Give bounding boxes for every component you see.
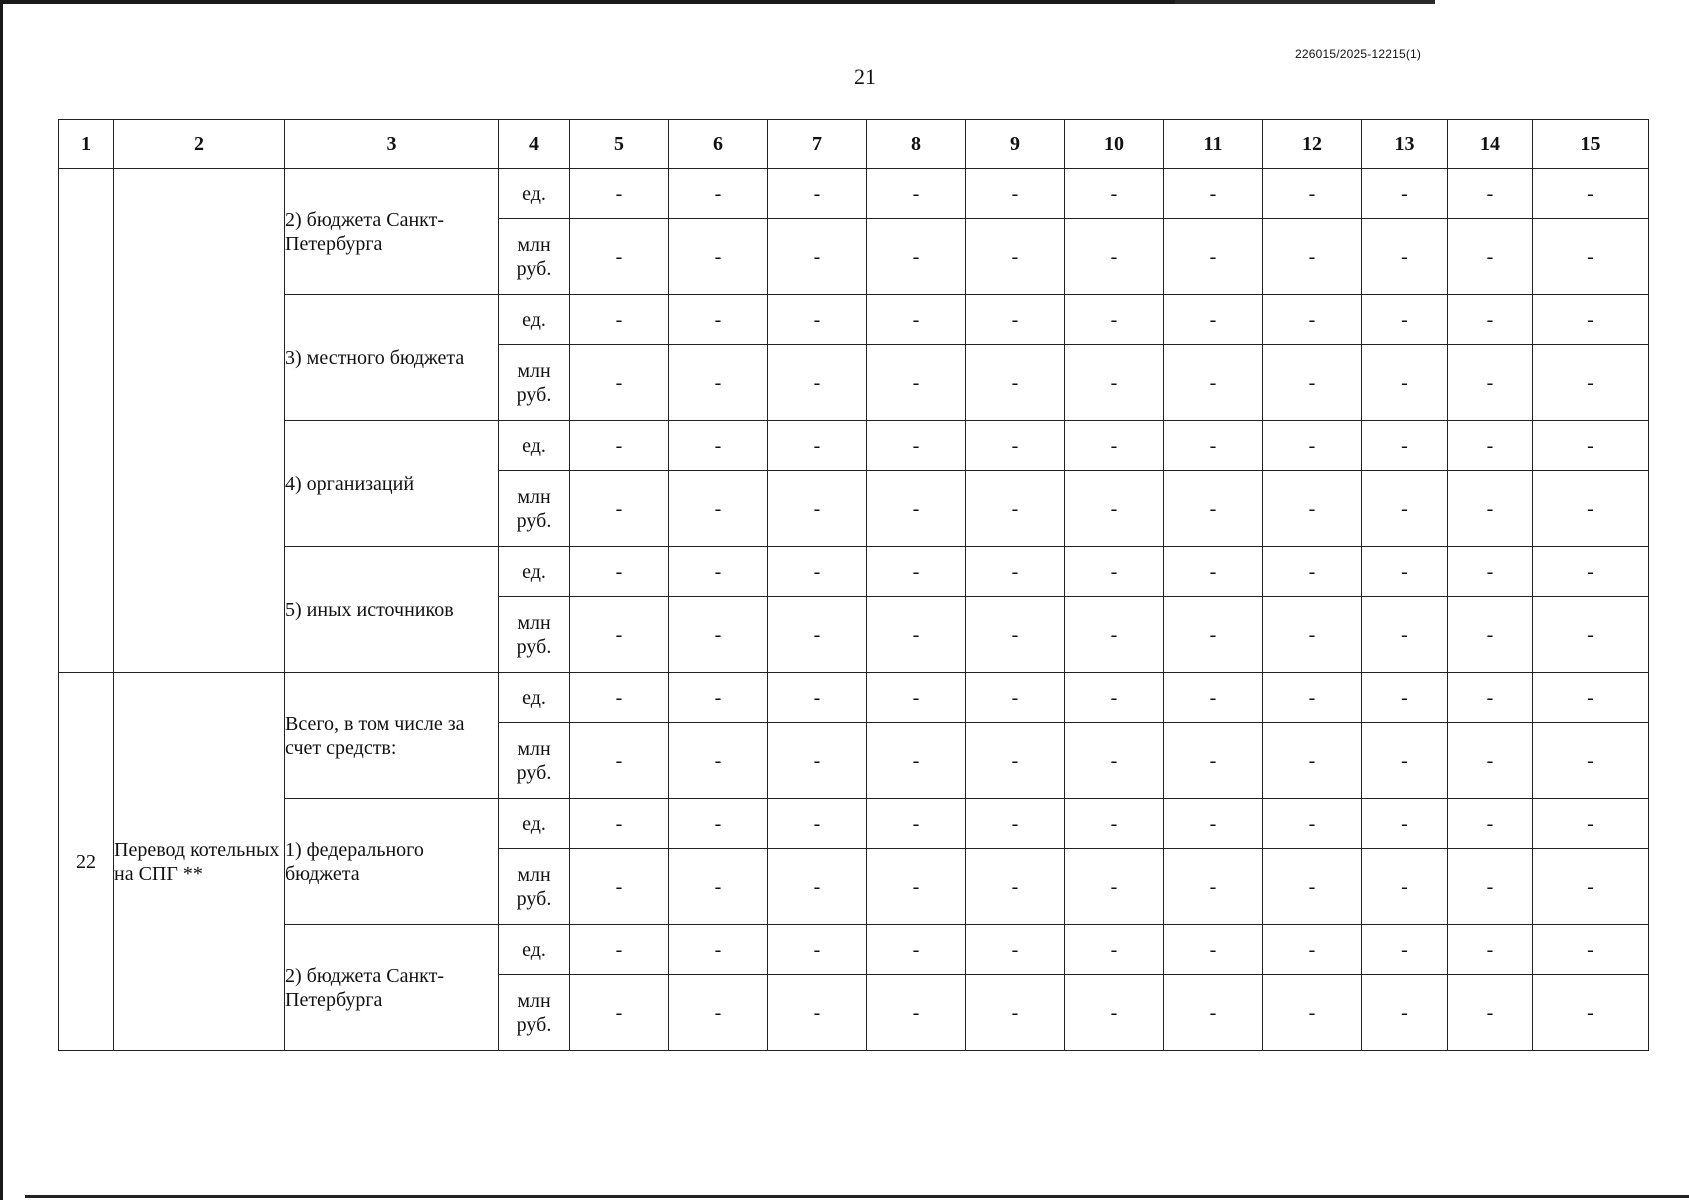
value-cell: - xyxy=(1448,723,1533,799)
value-cell: - xyxy=(1065,547,1164,597)
value-cell: - xyxy=(966,799,1065,849)
value-cell: - xyxy=(867,849,966,925)
value-cell: - xyxy=(570,975,669,1051)
value-cell: - xyxy=(1065,421,1164,471)
value-cell: - xyxy=(669,295,768,345)
value-cell: - xyxy=(966,975,1065,1051)
value-cell: - xyxy=(966,673,1065,723)
value-cell: - xyxy=(1362,219,1448,295)
value-cell: - xyxy=(768,219,867,295)
value-cell: - xyxy=(570,925,669,975)
value-cell: - xyxy=(1164,219,1263,295)
value-cell: - xyxy=(669,345,768,421)
unit-cell: ед. xyxy=(499,925,570,975)
column-header: 10 xyxy=(1065,120,1164,169)
value-cell: - xyxy=(1448,547,1533,597)
value-cell: - xyxy=(1164,925,1263,975)
value-cell: - xyxy=(1263,169,1362,219)
item-number-cell: 22 xyxy=(59,673,114,1051)
value-cell: - xyxy=(1164,673,1263,723)
table-row xyxy=(59,295,1649,345)
value-cell: - xyxy=(1164,295,1263,345)
funding-source-cell: 2) бюджета Санкт-Петербурга xyxy=(285,925,499,1051)
column-header: 11 xyxy=(1164,120,1263,169)
value-cell: - xyxy=(867,673,966,723)
unit-cell: ед. xyxy=(499,169,570,219)
value-cell: - xyxy=(1263,219,1362,295)
column-header: 3 xyxy=(285,120,499,169)
value-cell: - xyxy=(570,295,669,345)
value-cell: - xyxy=(570,219,669,295)
value-cell: - xyxy=(867,723,966,799)
column-header: 7 xyxy=(768,120,867,169)
unit-cell: ед. xyxy=(499,673,570,723)
value-cell: - xyxy=(570,471,669,547)
funding-source-cell: 4) организаций xyxy=(285,421,499,547)
column-header: 12 xyxy=(1263,120,1362,169)
value-cell: - xyxy=(1448,975,1533,1051)
value-cell: - xyxy=(1448,925,1533,975)
column-header: 9 xyxy=(966,120,1065,169)
column-header: 6 xyxy=(669,120,768,169)
value-cell: - xyxy=(966,849,1065,925)
value-cell: - xyxy=(669,723,768,799)
value-cell: - xyxy=(1448,597,1533,673)
value-cell: - xyxy=(867,219,966,295)
value-cell: - xyxy=(669,547,768,597)
value-cell: - xyxy=(669,975,768,1051)
value-cell: - xyxy=(1263,723,1362,799)
value-cell: - xyxy=(1533,799,1649,849)
item-name-cell xyxy=(114,169,285,673)
unit-cell: ед. xyxy=(499,421,570,471)
value-cell: - xyxy=(570,597,669,673)
value-cell: - xyxy=(768,345,867,421)
value-cell: - xyxy=(1533,975,1649,1051)
scan-border-left xyxy=(0,0,3,1200)
value-cell: - xyxy=(1362,169,1448,219)
value-cell: - xyxy=(1065,925,1164,975)
value-cell: - xyxy=(1533,421,1649,471)
value-cell: - xyxy=(1533,547,1649,597)
value-cell: - xyxy=(1065,975,1164,1051)
value-cell: - xyxy=(1362,925,1448,975)
funding-source-cell: Всего, в том числе за счет средств: xyxy=(285,673,499,799)
value-cell: - xyxy=(669,925,768,975)
value-cell: - xyxy=(1065,295,1164,345)
value-cell: - xyxy=(1533,597,1649,673)
column-header: 15 xyxy=(1533,120,1649,169)
value-cell: - xyxy=(570,345,669,421)
value-cell: - xyxy=(1263,799,1362,849)
value-cell: - xyxy=(1263,925,1362,975)
value-cell: - xyxy=(669,169,768,219)
page-number: 21 xyxy=(854,64,876,89)
value-cell: - xyxy=(1263,345,1362,421)
value-cell: - xyxy=(867,169,966,219)
value-cell: - xyxy=(1533,723,1649,799)
value-cell: - xyxy=(1533,345,1649,421)
value-cell: - xyxy=(1263,597,1362,673)
value-cell: - xyxy=(1362,849,1448,925)
value-cell: - xyxy=(867,345,966,421)
value-cell: - xyxy=(867,421,966,471)
value-cell: - xyxy=(1164,547,1263,597)
value-cell: - xyxy=(1448,849,1533,925)
value-cell: - xyxy=(768,673,867,723)
value-cell: - xyxy=(570,421,669,471)
value-cell: - xyxy=(1164,723,1263,799)
value-cell: - xyxy=(1362,799,1448,849)
value-cell: - xyxy=(1362,421,1448,471)
value-cell: - xyxy=(768,849,867,925)
value-cell: - xyxy=(867,547,966,597)
value-cell: - xyxy=(1448,673,1533,723)
value-cell: - xyxy=(867,925,966,975)
value-cell: - xyxy=(1448,471,1533,547)
scan-border-bottom xyxy=(25,1195,1689,1198)
value-cell: - xyxy=(1065,169,1164,219)
data-table xyxy=(58,119,1649,1051)
value-cell: - xyxy=(1362,673,1448,723)
funding-source-cell: 1) федерального бюджета xyxy=(285,799,499,925)
value-cell: - xyxy=(669,799,768,849)
funding-source-cell: 2) бюджета Санкт-Петербурга xyxy=(285,169,499,295)
value-cell: - xyxy=(1065,471,1164,547)
table-row xyxy=(59,673,1649,723)
value-cell: - xyxy=(768,975,867,1051)
table-row xyxy=(59,799,1649,849)
unit-cell: ед. xyxy=(499,799,570,849)
value-cell: - xyxy=(966,471,1065,547)
value-cell: - xyxy=(966,723,1065,799)
value-cell: - xyxy=(966,345,1065,421)
column-header: 2 xyxy=(114,120,285,169)
value-cell: - xyxy=(1533,673,1649,723)
column-header: 8 xyxy=(867,120,966,169)
value-cell: - xyxy=(768,799,867,849)
column-header: 5 xyxy=(570,120,669,169)
unit-cell: млн руб. xyxy=(499,345,570,421)
value-cell: - xyxy=(669,219,768,295)
value-cell: - xyxy=(867,597,966,673)
value-cell: - xyxy=(966,421,1065,471)
table-row xyxy=(59,169,1649,219)
value-cell: - xyxy=(966,169,1065,219)
value-cell: - xyxy=(1362,295,1448,345)
value-cell: - xyxy=(867,471,966,547)
document-id: 226015/2025-12215(1) xyxy=(1295,47,1422,61)
value-cell: - xyxy=(1164,471,1263,547)
unit-cell: млн руб. xyxy=(499,597,570,673)
column-header: 13 xyxy=(1362,120,1448,169)
value-cell: - xyxy=(1533,169,1649,219)
value-cell: - xyxy=(1533,295,1649,345)
value-cell: - xyxy=(1448,799,1533,849)
value-cell: - xyxy=(669,673,768,723)
column-header: 1 xyxy=(59,120,114,169)
value-cell: - xyxy=(768,925,867,975)
unit-cell: млн руб. xyxy=(499,849,570,925)
column-header: 4 xyxy=(499,120,570,169)
value-cell: - xyxy=(1362,471,1448,547)
value-cell: - xyxy=(966,547,1065,597)
value-cell: - xyxy=(1164,975,1263,1051)
value-cell: - xyxy=(1448,219,1533,295)
value-cell: - xyxy=(1065,597,1164,673)
value-cell: - xyxy=(669,597,768,673)
value-cell: - xyxy=(966,925,1065,975)
value-cell: - xyxy=(1164,849,1263,925)
value-cell: - xyxy=(1362,345,1448,421)
value-cell: - xyxy=(570,723,669,799)
funding-source-cell: 3) местного бюджета xyxy=(285,295,499,421)
value-cell: - xyxy=(570,849,669,925)
value-cell: - xyxy=(570,547,669,597)
value-cell: - xyxy=(1533,925,1649,975)
value-cell: - xyxy=(1164,597,1263,673)
value-cell: - xyxy=(669,471,768,547)
value-cell: - xyxy=(1263,295,1362,345)
value-cell: - xyxy=(1362,547,1448,597)
unit-cell: ед. xyxy=(499,547,570,597)
value-cell: - xyxy=(1164,345,1263,421)
value-cell: - xyxy=(966,597,1065,673)
value-cell: - xyxy=(768,471,867,547)
value-cell: - xyxy=(669,421,768,471)
item-name-cell: Перевод котельных на СПГ ** xyxy=(114,673,285,1051)
value-cell: - xyxy=(1448,421,1533,471)
value-cell: - xyxy=(1448,345,1533,421)
column-header: 14 xyxy=(1448,120,1533,169)
value-cell: - xyxy=(1065,345,1164,421)
value-cell: - xyxy=(570,169,669,219)
value-cell: - xyxy=(1263,471,1362,547)
value-cell: - xyxy=(966,295,1065,345)
value-cell: - xyxy=(669,849,768,925)
value-cell: - xyxy=(1164,799,1263,849)
value-cell: - xyxy=(966,219,1065,295)
value-cell: - xyxy=(867,295,966,345)
funding-source-cell: 5) иных источников xyxy=(285,547,499,673)
value-cell: - xyxy=(570,673,669,723)
value-cell: - xyxy=(1533,471,1649,547)
value-cell: - xyxy=(768,597,867,673)
unit-cell: млн руб. xyxy=(499,723,570,799)
value-cell: - xyxy=(1263,975,1362,1051)
value-cell: - xyxy=(1164,169,1263,219)
column-number-header xyxy=(59,120,1649,169)
value-cell: - xyxy=(1263,849,1362,925)
unit-cell: млн руб. xyxy=(499,471,570,547)
value-cell: - xyxy=(867,799,966,849)
value-cell: - xyxy=(1065,673,1164,723)
value-cell: - xyxy=(1448,169,1533,219)
value-cell: - xyxy=(1263,421,1362,471)
unit-cell: ед. xyxy=(499,295,570,345)
unit-cell: млн руб. xyxy=(499,975,570,1051)
value-cell: - xyxy=(768,547,867,597)
table-row xyxy=(59,547,1649,597)
scan-border-top-right xyxy=(1175,0,1435,4)
value-cell: - xyxy=(1533,219,1649,295)
value-cell: - xyxy=(1263,673,1362,723)
value-cell: - xyxy=(1065,799,1164,849)
table-row xyxy=(59,421,1649,471)
unit-cell: млн руб. xyxy=(499,219,570,295)
value-cell: - xyxy=(768,295,867,345)
value-cell: - xyxy=(1263,547,1362,597)
value-cell: - xyxy=(1065,849,1164,925)
value-cell: - xyxy=(1448,295,1533,345)
item-number-cell xyxy=(59,169,114,673)
table-row xyxy=(59,925,1649,975)
value-cell: - xyxy=(1362,975,1448,1051)
value-cell: - xyxy=(768,723,867,799)
value-cell: - xyxy=(1065,219,1164,295)
value-cell: - xyxy=(768,421,867,471)
value-cell: - xyxy=(867,975,966,1051)
value-cell: - xyxy=(768,169,867,219)
value-cell: - xyxy=(1065,723,1164,799)
value-cell: - xyxy=(1533,849,1649,925)
value-cell: - xyxy=(1164,421,1263,471)
value-cell: - xyxy=(1362,597,1448,673)
value-cell: - xyxy=(1362,723,1448,799)
value-cell: - xyxy=(570,799,669,849)
